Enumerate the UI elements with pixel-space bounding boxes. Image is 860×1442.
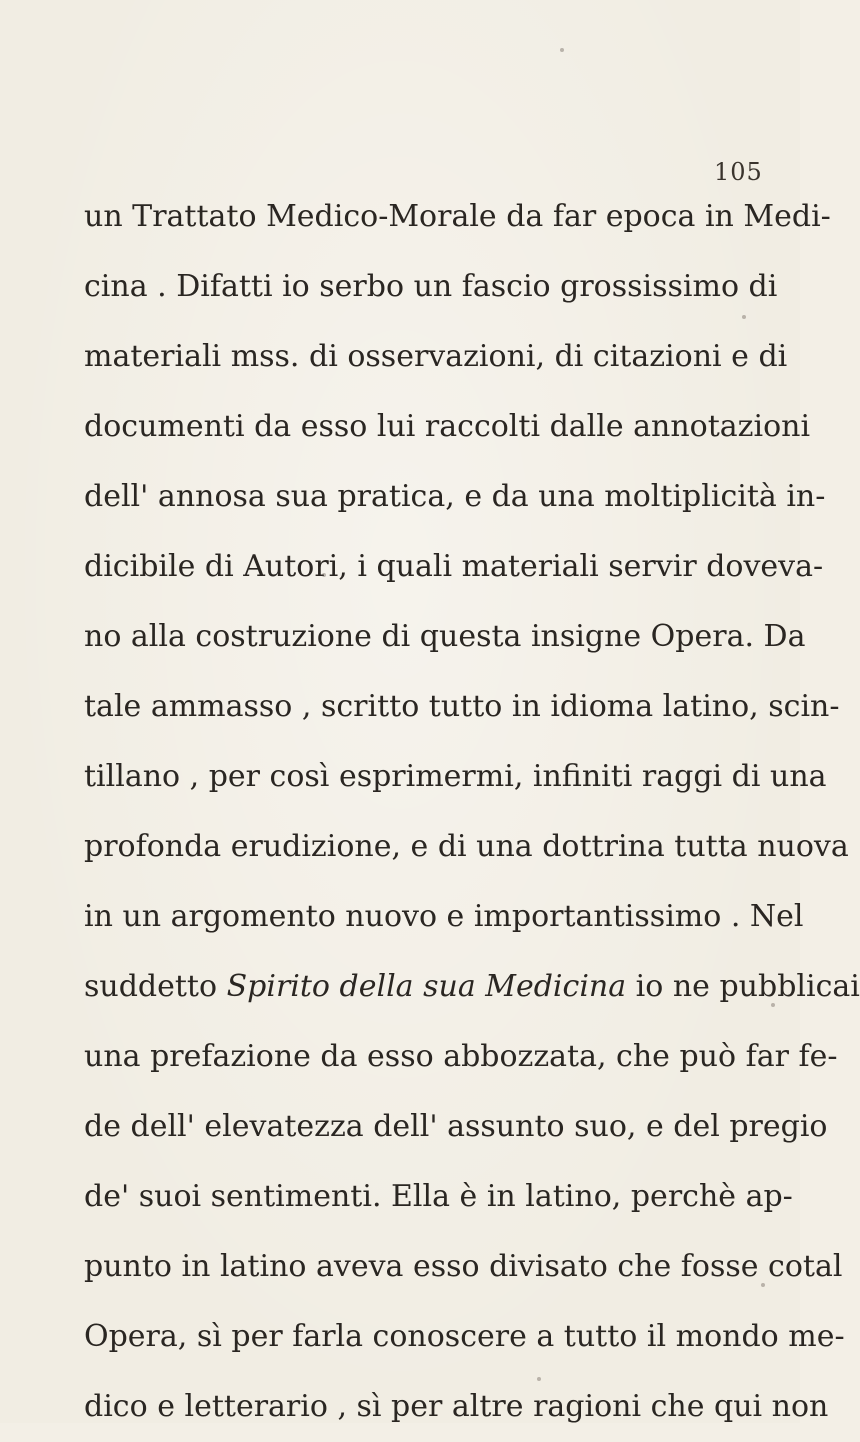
text-line: Opera, sì per farla conoscere a tutto il mondo me- <box>84 1319 845 1354</box>
paper-speck <box>761 1283 765 1287</box>
text-line: cina . Difatti io serbo un fascio grossissimo di <box>84 269 778 304</box>
text-line: un Trattato Medico-Morale da far epoca in Medi- <box>84 199 831 234</box>
text-line: materiali mss. di osservazioni, di citazioni e di <box>84 339 788 374</box>
text-line: dico e letterario , sì per altre ragioni che qui non <box>84 1389 829 1424</box>
paper-speck <box>771 1003 775 1007</box>
text-line: dicibile di Autori, i quali materiali servir doveva- <box>84 549 824 584</box>
text-line: de dell' elevatezza dell' assunto suo, e del pregio <box>84 1109 828 1144</box>
paper-speck <box>742 315 746 319</box>
text-line: una prefazione da esso abbozzata, che può far fe- <box>84 1039 838 1074</box>
text-line: dell' annosa sua pratica, e da una moltiplicità in- <box>84 479 826 514</box>
text-line-with-title <box>84 952 860 1022</box>
line-text-after: io ne pubblicai <box>626 969 860 1004</box>
text-line: no alla costruzione di questa insigne Opera. Da <box>84 619 806 654</box>
text-line: punto in latino aveva esso divisato che fosse cotal <box>84 1249 843 1284</box>
text-line: profonda erudizione, e di una dottrina tutta nuova <box>84 829 849 864</box>
line-text-before: suddetto <box>84 969 227 1004</box>
paper-speck <box>322 573 326 577</box>
italic-book-title: Spirito della sua Medicina <box>226 969 627 1004</box>
text-line: de' suoi sentimenti. Ella è in latino, perchè ap- <box>84 1179 793 1214</box>
text-line: tillano , per così esprimermi, infiniti raggi di una <box>84 759 827 794</box>
text-line: in un argomento nuovo e importantissimo . Nel <box>84 899 804 934</box>
paper-speck <box>537 1377 541 1381</box>
page-number: 105 <box>714 158 763 186</box>
text-line: documenti da esso lui raccolti dalle annotazioni <box>84 409 811 444</box>
text-line: tale ammasso , scritto tutto in idioma latino, scin- <box>84 689 840 724</box>
paper-speck <box>560 48 564 52</box>
body-text <box>84 182 860 1442</box>
